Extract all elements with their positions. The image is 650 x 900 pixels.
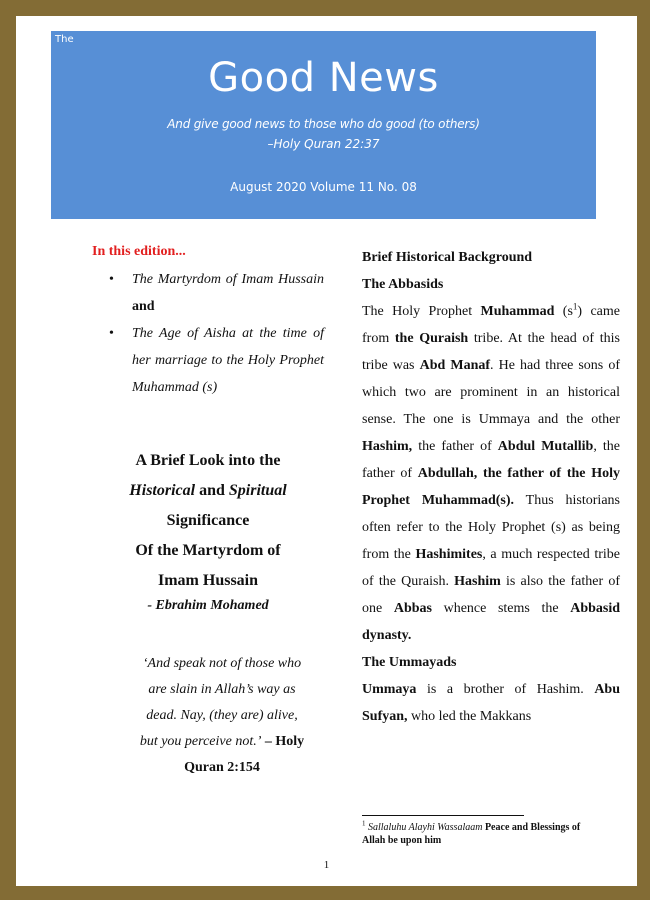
bold-run: Hashimites	[415, 547, 483, 562]
bold-run: Hashim,	[362, 439, 413, 454]
bold-run: Muhammad	[480, 304, 555, 319]
masthead-volume: August 2020 Volume 11 No. 08	[230, 180, 417, 194]
text-run: (s	[554, 304, 573, 319]
bullet-icon: •	[109, 326, 114, 341]
quran-verse	[116, 651, 328, 781]
verse-text: but you perceive not.’	[139, 734, 262, 749]
bold-run: Abdul Mutallib	[497, 439, 594, 454]
edition-item-text: The Age of Aisha at the time of her marriage to the Holy Prophet Muhammad (s)	[132, 326, 324, 395]
article-subheading: The Ummayads	[362, 655, 457, 670]
text-run: The Holy Prophet	[362, 304, 481, 319]
edition-item	[109, 266, 324, 320]
bold-run: Abu Sufyan,	[362, 682, 620, 724]
feature-line: Significance	[166, 512, 250, 529]
masthead-reference: –Holy Quran 22:37	[267, 137, 380, 151]
text-run: . He had three sons of which two are prominent in an historical sense. The one is Ummaya and the other	[362, 358, 620, 427]
verse-line	[116, 729, 328, 755]
feature-and: and	[195, 482, 229, 499]
bullet-icon: •	[109, 272, 114, 287]
article-heading: Brief Historical Background	[362, 250, 533, 265]
feature-line: Of the Martyrdom of	[135, 542, 281, 559]
bold-run: Hashim	[454, 574, 501, 589]
verse-line	[116, 755, 328, 781]
bold-run: Abdullah, the father of the Holy Prophet Muhammad(s).	[362, 466, 620, 508]
feature-historical: Historical	[129, 482, 196, 499]
article-paragraph	[362, 298, 620, 649]
bold-run: Abbas	[393, 601, 432, 616]
feature-line: A Brief Look into the	[135, 452, 281, 469]
footnote-bold: Peace and Blessings of Allah be upon him	[362, 822, 581, 846]
bold-run: Abbasid dynasty.	[362, 601, 621, 643]
edition-heading: In this edition...	[92, 244, 186, 259]
masthead-subtitle: And give good news to those who do good (to others)	[167, 117, 480, 131]
text-run: , a much respected tribe of the Quraish.	[362, 547, 620, 589]
text-run: is a brother of Hashim.	[416, 682, 595, 697]
masthead-title: Good News	[208, 55, 439, 101]
feature-title	[92, 446, 324, 596]
footnote-divider	[362, 815, 524, 816]
footnote-italic: Sallaluhu Alayhi Wassalaam	[368, 822, 483, 833]
edition-item-suffix: and	[132, 299, 155, 314]
verse-line: ‘And speak not of those who	[142, 656, 302, 671]
footnote-mark: 1	[362, 819, 366, 828]
bold-run: Ummaya	[362, 682, 417, 697]
article-column	[362, 244, 620, 730]
text-run: who led the Makkans	[407, 709, 532, 724]
footnote	[362, 821, 592, 847]
article-subheading: The Abbasids	[362, 277, 444, 292]
text-run: ) came from	[362, 304, 620, 346]
newsletter-page	[16, 16, 637, 886]
bold-run: the Quraish	[394, 331, 469, 346]
feature-line: Imam Hussain	[157, 572, 259, 589]
text-run: , the father of	[362, 439, 620, 481]
edition-item-text: The Martyrdom of Imam Hussain	[132, 272, 324, 287]
article-paragraph	[362, 676, 620, 730]
verse-source: Quran 2:154	[184, 760, 260, 775]
masthead-banner	[51, 31, 596, 219]
edition-box	[92, 244, 324, 401]
page-number: 1	[323, 859, 330, 871]
feature-author: - Ebrahim Mohamed	[147, 598, 269, 613]
verse-line: dead. Nay, (they are) alive,	[146, 708, 298, 723]
footnote-ref: 1	[572, 301, 578, 312]
edition-item	[109, 320, 324, 401]
bold-run: Abd Manaf	[419, 358, 491, 373]
text-run: whence stems the	[431, 601, 571, 616]
verse-line: are slain in Allah’s way as	[148, 682, 296, 697]
text-run: tribe. At the head of this tribe was	[362, 331, 620, 373]
edition-list	[92, 266, 324, 401]
verse-source: – Holy	[261, 734, 305, 749]
feature-spiritual: Spiritual	[228, 482, 287, 499]
text-run: the father of	[412, 439, 498, 454]
text-run: Thus historians often refer to the Holy Prophet (s) as being from the	[362, 493, 620, 562]
masthead-the: The	[55, 34, 74, 45]
text-run: is also the father of one	[362, 574, 620, 616]
feature-line	[92, 476, 324, 506]
